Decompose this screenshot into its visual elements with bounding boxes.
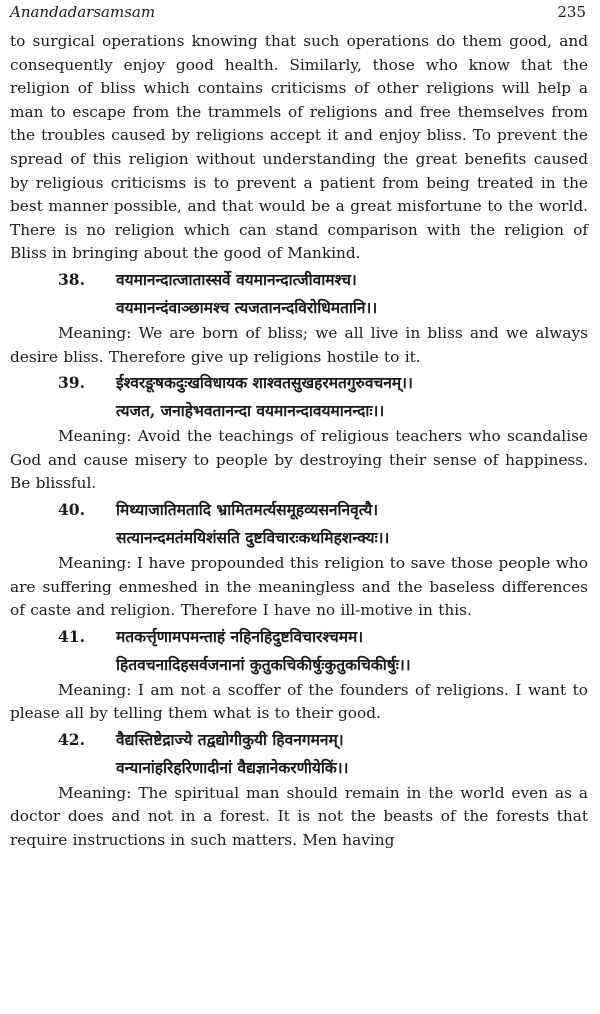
verse-text: मिथ्याजातिमतादि भ्रामितमर्त्यसमूहव्यसननिवृत्यै।	[116, 499, 379, 519]
verse-text: वयमानन्दात्जातास्सर्वे वयमानन्दात्जीवामश्च।	[116, 269, 357, 289]
verse-line	[10, 496, 588, 524]
verse-line	[10, 754, 588, 782]
verse-text: सत्यानन्दमतंमयिशंसति दुष्टविचारःकथमिहशन्क्यः।।	[116, 527, 390, 547]
verse-line	[10, 623, 588, 651]
page-body	[10, 30, 588, 853]
verse-text: वयमानन्दंवाञ्छामश्च त्यजतानन्दविरोधिमतानि।।	[116, 297, 378, 317]
verse-line	[10, 369, 588, 397]
verse-text: मतकर्त्तृणामपमन्ताहं नहिनहिदुष्टविचारश्चमम।	[116, 626, 364, 646]
verse-line	[10, 294, 588, 322]
verse-block-38	[10, 266, 588, 369]
verse-line	[10, 397, 588, 425]
verse-line	[10, 524, 588, 552]
verse-number: 40.	[58, 499, 85, 519]
verse-line	[10, 651, 588, 679]
verse-number: 42.	[58, 729, 85, 749]
verse-block-41	[10, 623, 588, 726]
verse-number: 38.	[58, 269, 85, 289]
verse-text: त्यजत, जनाहेभवतानन्दा वयमानन्दावयमानन्दाः।।	[116, 401, 385, 421]
book-title: Anandadarsamsam	[10, 3, 156, 21]
verse-line	[10, 726, 588, 754]
page-number: 235	[557, 3, 586, 21]
verse-text: ईश्वरङूषकदुःखविधायक शाश्वतसुखहरमतगुरुवचनम्।।	[116, 373, 413, 393]
running-header	[10, 3, 590, 25]
verse-meaning: Meaning: I have propounded this religion to save those people who are suffering enmeshed in the meaningless and the baseless differences of caste and religion. Therefore I have no ill-motive in this.	[10, 553, 588, 620]
verse-meaning: Meaning: The spiritual man should remain in the world even as a doctor does and not in a forest. It is not the beasts of the forests that require instructions in such matters. Men having	[10, 783, 588, 850]
verse-meaning: Meaning: We are born of bliss; we all live in bliss and we always desire bliss. Therefore give up religions hostile to it.	[10, 323, 588, 366]
verse-meaning: Meaning: Avoid the teachings of religious teachers who scandalise God and cause misery to people by destroying their sense of happiness. Be blissful.	[10, 427, 588, 493]
verse-block-39	[10, 369, 588, 496]
intro-paragraph: to surgical operations knowing that such operations do them good, and consequently enjoy good health. Similarly, those who know that the religion of bliss which contains criticisms of other religions will help a man to escape from the trammels of religions and free themselves from the troubles caused by religions accept it and enjoy bliss. To prevent the spread of this religion without understanding the great benefits caused by religious criticisms is to prevent a patient from being treated in the best manner possible, and that would be a great misfortune to the world. There is no religion which can stand comparison with the religion of Bliss in bringing about the good of Mankind.	[10, 32, 588, 263]
verse-line	[10, 266, 588, 294]
verse-number: 41.	[58, 626, 85, 646]
verse-number: 39.	[58, 373, 85, 393]
verse-text: वन्यानांहरिहरिणादीनां वैद्यज्ञानेकरणीयेकिं।।	[116, 757, 349, 777]
verse-text: हितवचनादिहसर्वजनानां कुतुकचिकीर्षुःकुतुकचिकीर्षुः।।	[116, 654, 411, 674]
verse-text: वैद्यस्तिष्टेद्राज्ये तद्वद्योगीकुयी हिवनगमनम्।	[116, 729, 344, 749]
verse-block-40	[10, 496, 588, 623]
verse-meaning: Meaning: I am not a scoffer of the founders of religions. I want to please all by telling them what is to their good.	[10, 680, 588, 723]
verse-block-42	[10, 726, 588, 853]
